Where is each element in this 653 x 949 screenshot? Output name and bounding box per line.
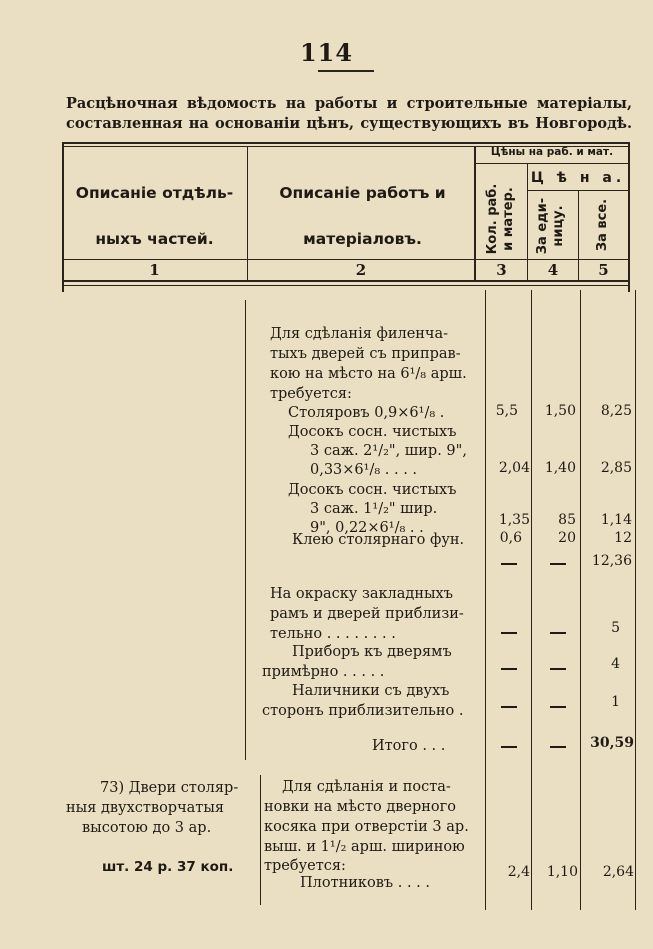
glue-unit: 20 [558, 530, 576, 546]
subtotal-qty-dash [501, 563, 517, 565]
casing-total: 1 [611, 694, 620, 710]
boards1-line2: 3 саж. 2¹/₂", шир. 9", [310, 443, 467, 459]
carpenters2-qty: 2,4 [507, 864, 530, 880]
header-col4-line2: ницу. [551, 205, 566, 247]
body-divider-left [245, 300, 246, 760]
carpenters-unit: 1,50 [544, 403, 576, 419]
carpenters2-text: Плотниковъ . . . . [300, 875, 430, 891]
total-qty-dash [501, 746, 517, 748]
header-price-group: Ц ѣ н а. [530, 170, 626, 186]
boards1-line3: 0,33×6¹/₈ . . . . [310, 462, 418, 478]
carpenters-total: 8,25 [600, 403, 632, 419]
paint-line2: рамъ и дверей приблизи- [270, 606, 464, 622]
item73-col1-line2: ныя двухстворчатыя [66, 800, 225, 816]
header-col3-line1: Кол. раб. [485, 183, 500, 255]
paint-qty-dash [501, 632, 517, 634]
boards1-line1: Досокъ сосн. чистыхъ [288, 424, 457, 440]
body-right-border [635, 290, 636, 910]
document-title [66, 94, 632, 134]
doors-intro-line2: тыхъ дверей съ приправ- [270, 346, 461, 362]
body-divider-total [580, 290, 581, 910]
column-number-5: 5 [598, 261, 609, 279]
boards2-total: 1,14 [600, 512, 632, 528]
header-col3-vertical [485, 174, 519, 264]
casing-unit-dash [550, 706, 566, 708]
header-col3-line2: и матер. [501, 187, 516, 251]
subtotal-unit-dash [550, 563, 566, 565]
numbers-bottom-rule-2 [62, 285, 630, 286]
boards2-line2: 3 саж. 1¹/₂" шир. [310, 501, 438, 517]
hardware-total: 4 [611, 656, 620, 672]
column-number-4: 4 [547, 261, 559, 279]
header-col2-line1: Описаніе работъ и [279, 184, 446, 202]
carpenters2-unit: 1,10 [546, 864, 578, 880]
hardware-unit-dash [550, 668, 566, 670]
page-number-rule [318, 70, 374, 72]
carpenters-text: Столяровъ 0,9×6¹/₈ . [288, 405, 445, 421]
header-col2 [250, 170, 475, 262]
page-number: 114 [299, 38, 354, 67]
column-number-2: 2 [355, 261, 367, 279]
paint-unit-dash [550, 632, 566, 634]
header-col1-line2: ныхъ частей. [95, 230, 214, 248]
header-col4-line1: За еди- [535, 197, 550, 255]
glue-qty: 0,6 [499, 530, 522, 546]
paint-line3: тельно . . . . . . . . [270, 626, 396, 642]
doors-intro-line4: требуется: [270, 386, 352, 402]
table-top-rule [62, 142, 630, 144]
header-col1-line1: Описаніе отдѣль- [75, 184, 234, 202]
column-number-3: 3 [496, 261, 507, 279]
title-line-1: Расцѣночная вѣдомость на работы и строительные матеріалы, [66, 95, 632, 112]
header-col1 [62, 170, 247, 262]
boards2-qty: 1,35 [498, 512, 530, 528]
header-col4-vertical [535, 194, 569, 258]
casing-qty-dash [501, 706, 517, 708]
boards1-unit: 1,40 [544, 460, 576, 476]
item73-col2-line5: требуется: [264, 858, 346, 874]
item73-price: шт. 24 р. 37 коп. [102, 859, 234, 875]
doors-intro-line1: Для сдѣланія филенча- [270, 326, 449, 342]
prices-group-rule [476, 163, 628, 164]
glue-text: Клею столярнаго фун. [292, 532, 465, 548]
boards1-qty: 2,04 [498, 460, 530, 476]
subtotal-total: 12,36 [591, 553, 632, 569]
boards2-line1: Досокъ сосн. чистыхъ [288, 482, 457, 498]
boards1-total: 2,85 [600, 460, 632, 476]
body-divider-left-2 [260, 775, 261, 905]
hardware-line2: примѣрно . . . . . [262, 664, 385, 680]
header-col2-line2: матеріаловъ. [303, 230, 422, 248]
paint-line1: На окраску закладныхъ [270, 586, 453, 602]
title-line-2: составленная на основаніи цѣнъ, существующихъ въ Новгородѣ. [66, 115, 632, 132]
column-number-1: 1 [149, 261, 160, 279]
casing-line2: сторонъ приблизительно . [262, 703, 464, 719]
body-divider-unit [531, 290, 532, 910]
item73-col1-line1: 73) Двери столяр- [100, 780, 239, 796]
hardware-qty-dash [501, 668, 517, 670]
carpenters2-total: 2,64 [602, 864, 634, 880]
boards2-line3: 9", 0,22×6¹/₈ . . [310, 520, 424, 536]
total-value: 30,59 [590, 735, 634, 751]
carpenters-qty: 5,5 [495, 403, 518, 419]
casing-line1: Наличники съ двухъ [292, 683, 450, 699]
table-right-border [628, 142, 630, 292]
doors-intro-line3: кою на мѣсто на 6¹/₈ арш. [270, 366, 467, 382]
hardware-line1: Приборъ къ дверямъ [292, 644, 452, 660]
header-col5-line1: За все. [595, 198, 610, 252]
header-prices-group: Цѣны на раб. и мат. [490, 146, 614, 158]
boards2-unit: 85 [558, 512, 576, 528]
glue-total: 12 [614, 530, 632, 546]
body-divider-qty [485, 290, 486, 910]
item73-col2-line4: выш. и 1¹/₂ арш. шириною [264, 839, 465, 855]
item73-col2-line1: Для сдѣланія и поста- [282, 779, 451, 795]
total-label: Итого . . . [372, 738, 446, 754]
header-col5-vertical [595, 193, 613, 257]
total-unit-dash [550, 746, 566, 748]
paint-total: 5 [611, 620, 620, 636]
item73-col2-line2: новки на мѣсто дверного [264, 799, 456, 815]
item73-col1-line3: высотою до 3 ар. [82, 820, 212, 836]
numbers-bottom-rule [62, 280, 630, 282]
item73-col2-line3: косяка при отверстіи 3 ар. [264, 819, 469, 835]
